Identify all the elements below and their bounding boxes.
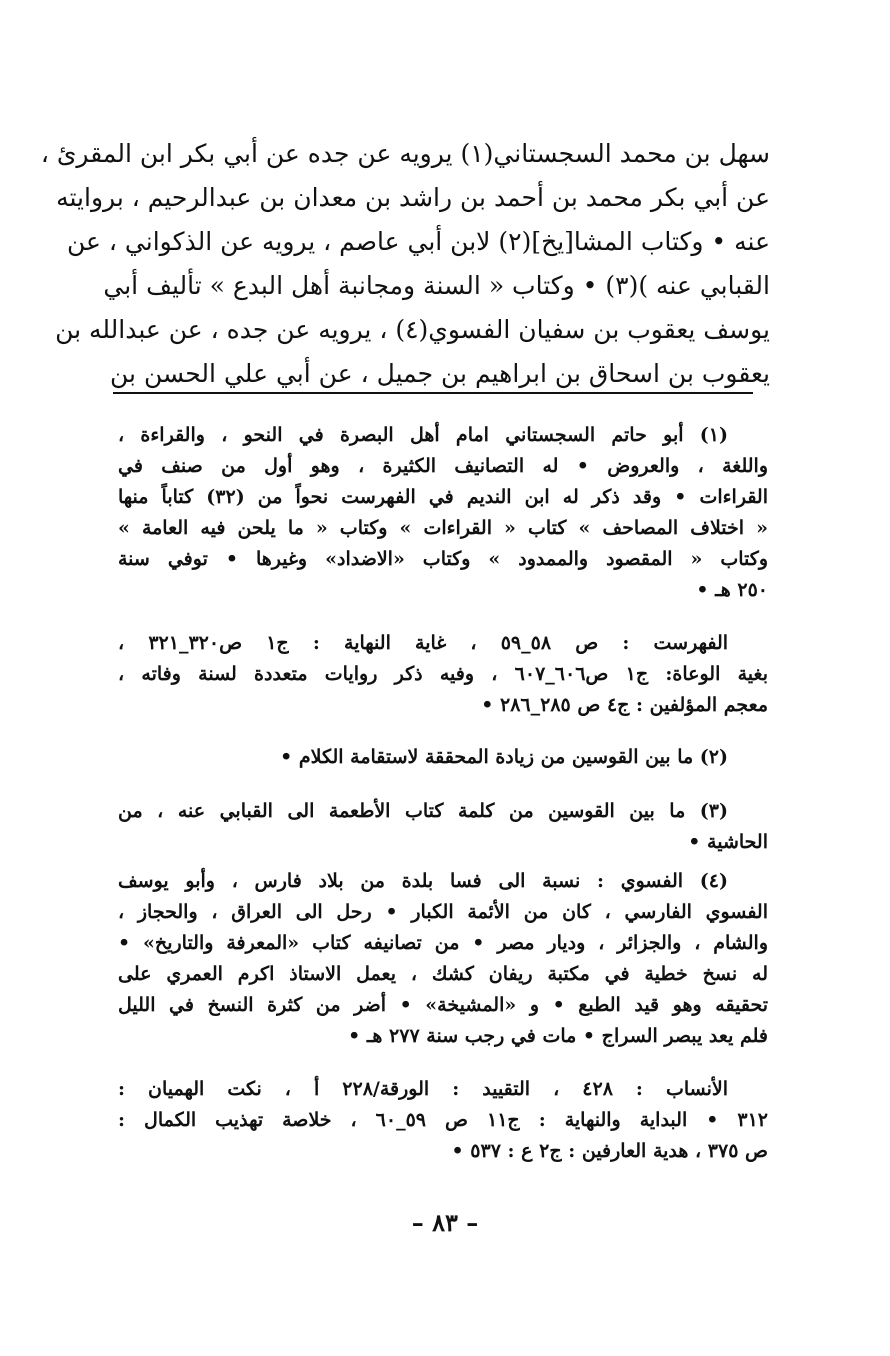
footnote-line: فلم يعد يبصر السراج • مات في رجب سنة ٢٧٧ هـ •: [348, 1025, 768, 1047]
footnote-line: (٢) ما بين القوسين من زيادة المحققة لاستقامة الكلام •: [280, 746, 728, 768]
footnote-line: وكتاب « المقصود والممدود » وكتاب «الاضداد» وغيرها • توفي سنة: [118, 548, 768, 570]
footnote-line: ٢٥٠ هـ •: [696, 579, 768, 601]
footnote-1-references: [118, 628, 768, 721]
main-line-3: عنه • وكتاب المشا[يخ](٢) لابن أبي عاصم ، يرويه عن الذكواني ، عن: [67, 227, 770, 256]
footnote-line: الحاشية •: [688, 831, 768, 853]
main-line-2: عن أبي بكر محمد بن أحمد بن راشد بن معدان بن عبدالرحيم ، بروايته: [56, 183, 770, 212]
main-line-4: القبابي عنه )(٣) • وكتاب « السنة ومجانبة أهل البدع » تأليف أبي: [103, 271, 770, 300]
footnote-line: واللغة ، والعروض • له التصانيف الكثيرة ، وهو أول من صنف في: [118, 455, 768, 477]
footnote-line: تحقيقه وهو قيد الطبع • و «المشيخة» • أضر من كثرة النسخ في الليل: [118, 994, 768, 1016]
main-line-6: يعقوب بن اسحاق بن ابراهيم بن جميل ، عن أبي علي الحسن بن: [110, 359, 770, 388]
page-number: – ٨٣ –: [411, 1208, 479, 1237]
footnote-line: القراءات • وقد ذكر له ابن النديم في الفهرست نحواً من (٣٢) كتاباً منها: [118, 486, 768, 508]
footnote-2: [118, 742, 768, 773]
footnote-line: الأنساب : ٤٢٨ ، التقييد : الورقة/٢٢٨ أ ، نكت الهميان :: [118, 1078, 728, 1100]
footnote-line: (١) أبو حاتم السجستاني امام أهل البصرة في النحو ، والقراءة ،: [118, 424, 728, 446]
footnote-line: له نسخ خطية في مكتبة ريفان كشك ، يعمل الاستاذ اكرم العمري على: [118, 963, 768, 985]
footnote-line: الفهرست : ص ٥٨_٥٩ ، غاية النهاية : ج١ ص٣٢٠_٣٢١ ،: [118, 632, 729, 654]
footnote-line: والشام ، والجزائر ، وديار مصر • من تصانيفه كتاب «المعرفة والتاريخ» •: [118, 932, 768, 954]
footnote-line: (٤) الفسوي : نسبة الى فسا بلدة من بلاد فارس ، وأبو يوسف: [118, 870, 728, 892]
main-line-5: يوسف يعقوب بن سفيان الفسوي(٤) ، يرويه عن جده ، عن عبدالله بن: [55, 315, 770, 344]
footnote-line: الفسوي الفارسي ، كان من الأئمة الكبار • رحل الى العراق ، والحجاز ،: [118, 901, 768, 923]
main-text: [40, 132, 770, 396]
footnote-line: معجم المؤلفين : ج٤ ص ٢٨٥_٢٨٦ •: [481, 694, 768, 716]
footnote-separator: [113, 392, 753, 394]
footnote-1: [118, 420, 768, 606]
footnote-line: (٣) ما بين القوسين من كلمة كتاب الأطعمة الى القبابي عنه ، من: [118, 800, 728, 822]
main-line-1: سهل بن محمد السجستاني(١) يرويه عن جده عن أبي بكر ابن المقرئ ،: [40, 139, 770, 168]
footnote-line: بغية الوعاة: ج١ ص٦٠٦_٦٠٧ ، وفيه ذكر روايات متعددة لسنة وفاته ،: [118, 663, 768, 685]
footnote-4: [118, 866, 768, 1052]
footnote-line: « اختلاف المصاحف » كتاب « القراءات » وكتاب « ما يلحن فيه العامة »: [118, 517, 768, 539]
footnote-3: [118, 796, 768, 858]
footnote-4-references: [118, 1074, 768, 1167]
footnote-line: ٣١٢ • البداية والنهاية : ج١١ ص ٥٩_٦٠ ، خلاصة تهذيب الكمال :: [118, 1109, 769, 1131]
footnote-line: ص ٣٧٥ ، هدية العارفين : ج٢ ع : ٥٣٧ •: [451, 1140, 768, 1162]
